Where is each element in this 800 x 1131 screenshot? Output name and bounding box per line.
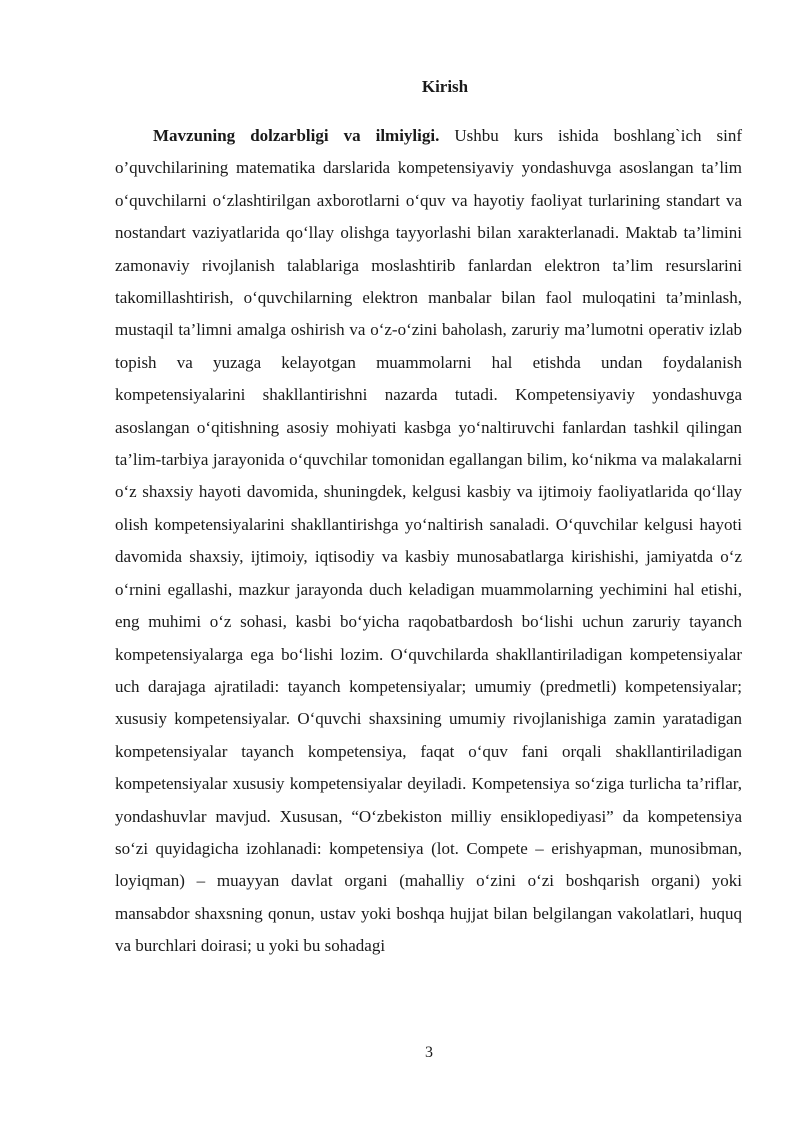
page-number: 3 — [425, 1044, 433, 1061]
body-paragraph — [115, 120, 742, 963]
paragraph-lead: Mavzuning dolzarbligi va ilmiyligi. — [153, 126, 440, 145]
page-heading: Kirish — [421, 77, 469, 96]
paragraph-text: Ushbu kurs ishida boshlang`ich sinf o’quvchilarining matematika darslarida kompetensiyaviy yondashuvga asoslangan ta’lim o‘quvchilarni o‘zlashtirilgan axborotlarni o‘quv va hayotiy faoliyat turlarining standart va nostandart vaziyatlarida qo‘llay olishga tayyorlashi bilan xarakterlanadi. Maktab ta’limini zamonaviy rivojlanish talablariga moslashtirib fanlardan elektron ta’lim resurslarini takomillashtirish, o‘quvchilarning elektron manbalar bilan faol muloqatini ta’minlash, mustaqil ta’limni amalga oshirish va o‘z-o‘zini baholash, zaruriy ma’lumotni operativ izlab topish va yuzaga kelayotgan muammolarni hal etishda undan foydalanish kompetensiyalarini shakllantirishni nazarda tutadi. Kompetensiyaviy yondashuvga asoslangan o‘qitishning asosiy mohiyati kasbga yo‘naltiruvchi fanlardan tashkil qilingan ta’lim-tarbiya jarayonida o‘quvchilar tomonidan egallangan bilim, ko‘nikma va malakalarni o‘z shaxsiy hayoti davomida, shuningdek, kelgusi kasbiy va ijtimoiy faoliyatlarida qo‘llay olish kompetensiyalarini shakllantirishga yo‘naltirish sanaladi. O‘quvchilar kelgusi hayoti davomida shaxsiy, ijtimoiy, iqtisodiy va kasbiy munosabatlarga kirishishi, jamiyatda o‘z o‘rnini egallashi, mazkur jarayonda duch keladigan muammolarning yechimini hal etishi, eng muhimi o‘z sohasi, kasbi bo‘yicha raqobatbardosh bo‘lishi uchun zaruriy tayanch kompetensiyalarga ega bo‘lishi lozim. O‘quvchilarda shakllantiriladigan kompetensiyalar uch darajaga ajratiladi: tayanch kompetensiyalar; umumiy (predmetli) kompetensiyalar; xususiy kompetensiyalar. O‘quvchi shaxsining umumiy rivojlanishiga zamin yaratadigan kompetensiyalar tayanch kompetensiya, faqat o‘quv fani orqali shakllantiriladigan kompetensiyalar xususiy kompetensiyalar deyiladi. Kompetensiya so‘ziga turlicha ta’riflar, yondashuvlar mavjud. Xususan, “O‘zbekiston milliy ensiklopediyasi” da kompetensiya so‘zi quyidagicha izohlanadi: kompetensiya (lot. Compete – erishyapman, munosibman, loyiqman) – muayyan davlat organi (mahalliy o‘zini o‘zi boshqarish organi) yoki mansabdor shaxsning qonun, ustav yoki boshqa hujjat bilan belgilangan vakolatlari, huquq va burchlari doirasi; u yoki bu sohadagi — [115, 126, 742, 956]
